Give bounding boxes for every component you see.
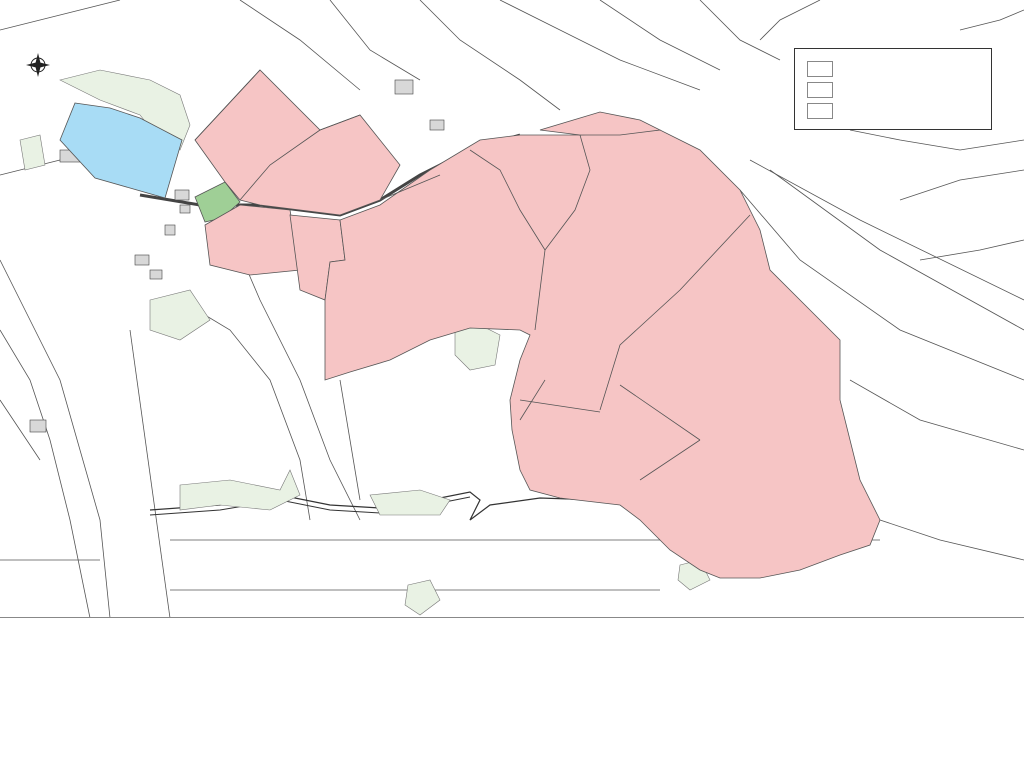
divider [0,617,1024,618]
compass-rose [26,53,50,77]
legend-item-lot-2 [807,82,843,98]
lot-2-swatch [807,82,833,98]
legend-item-lot-1 [807,61,843,77]
legend-item-lot-3 [807,103,843,119]
lot-legend [794,48,992,130]
important-notice [0,620,1024,768]
lot-1-parcels [195,70,880,578]
lot-3-swatch [807,103,833,119]
lot-1-swatch [807,61,833,77]
